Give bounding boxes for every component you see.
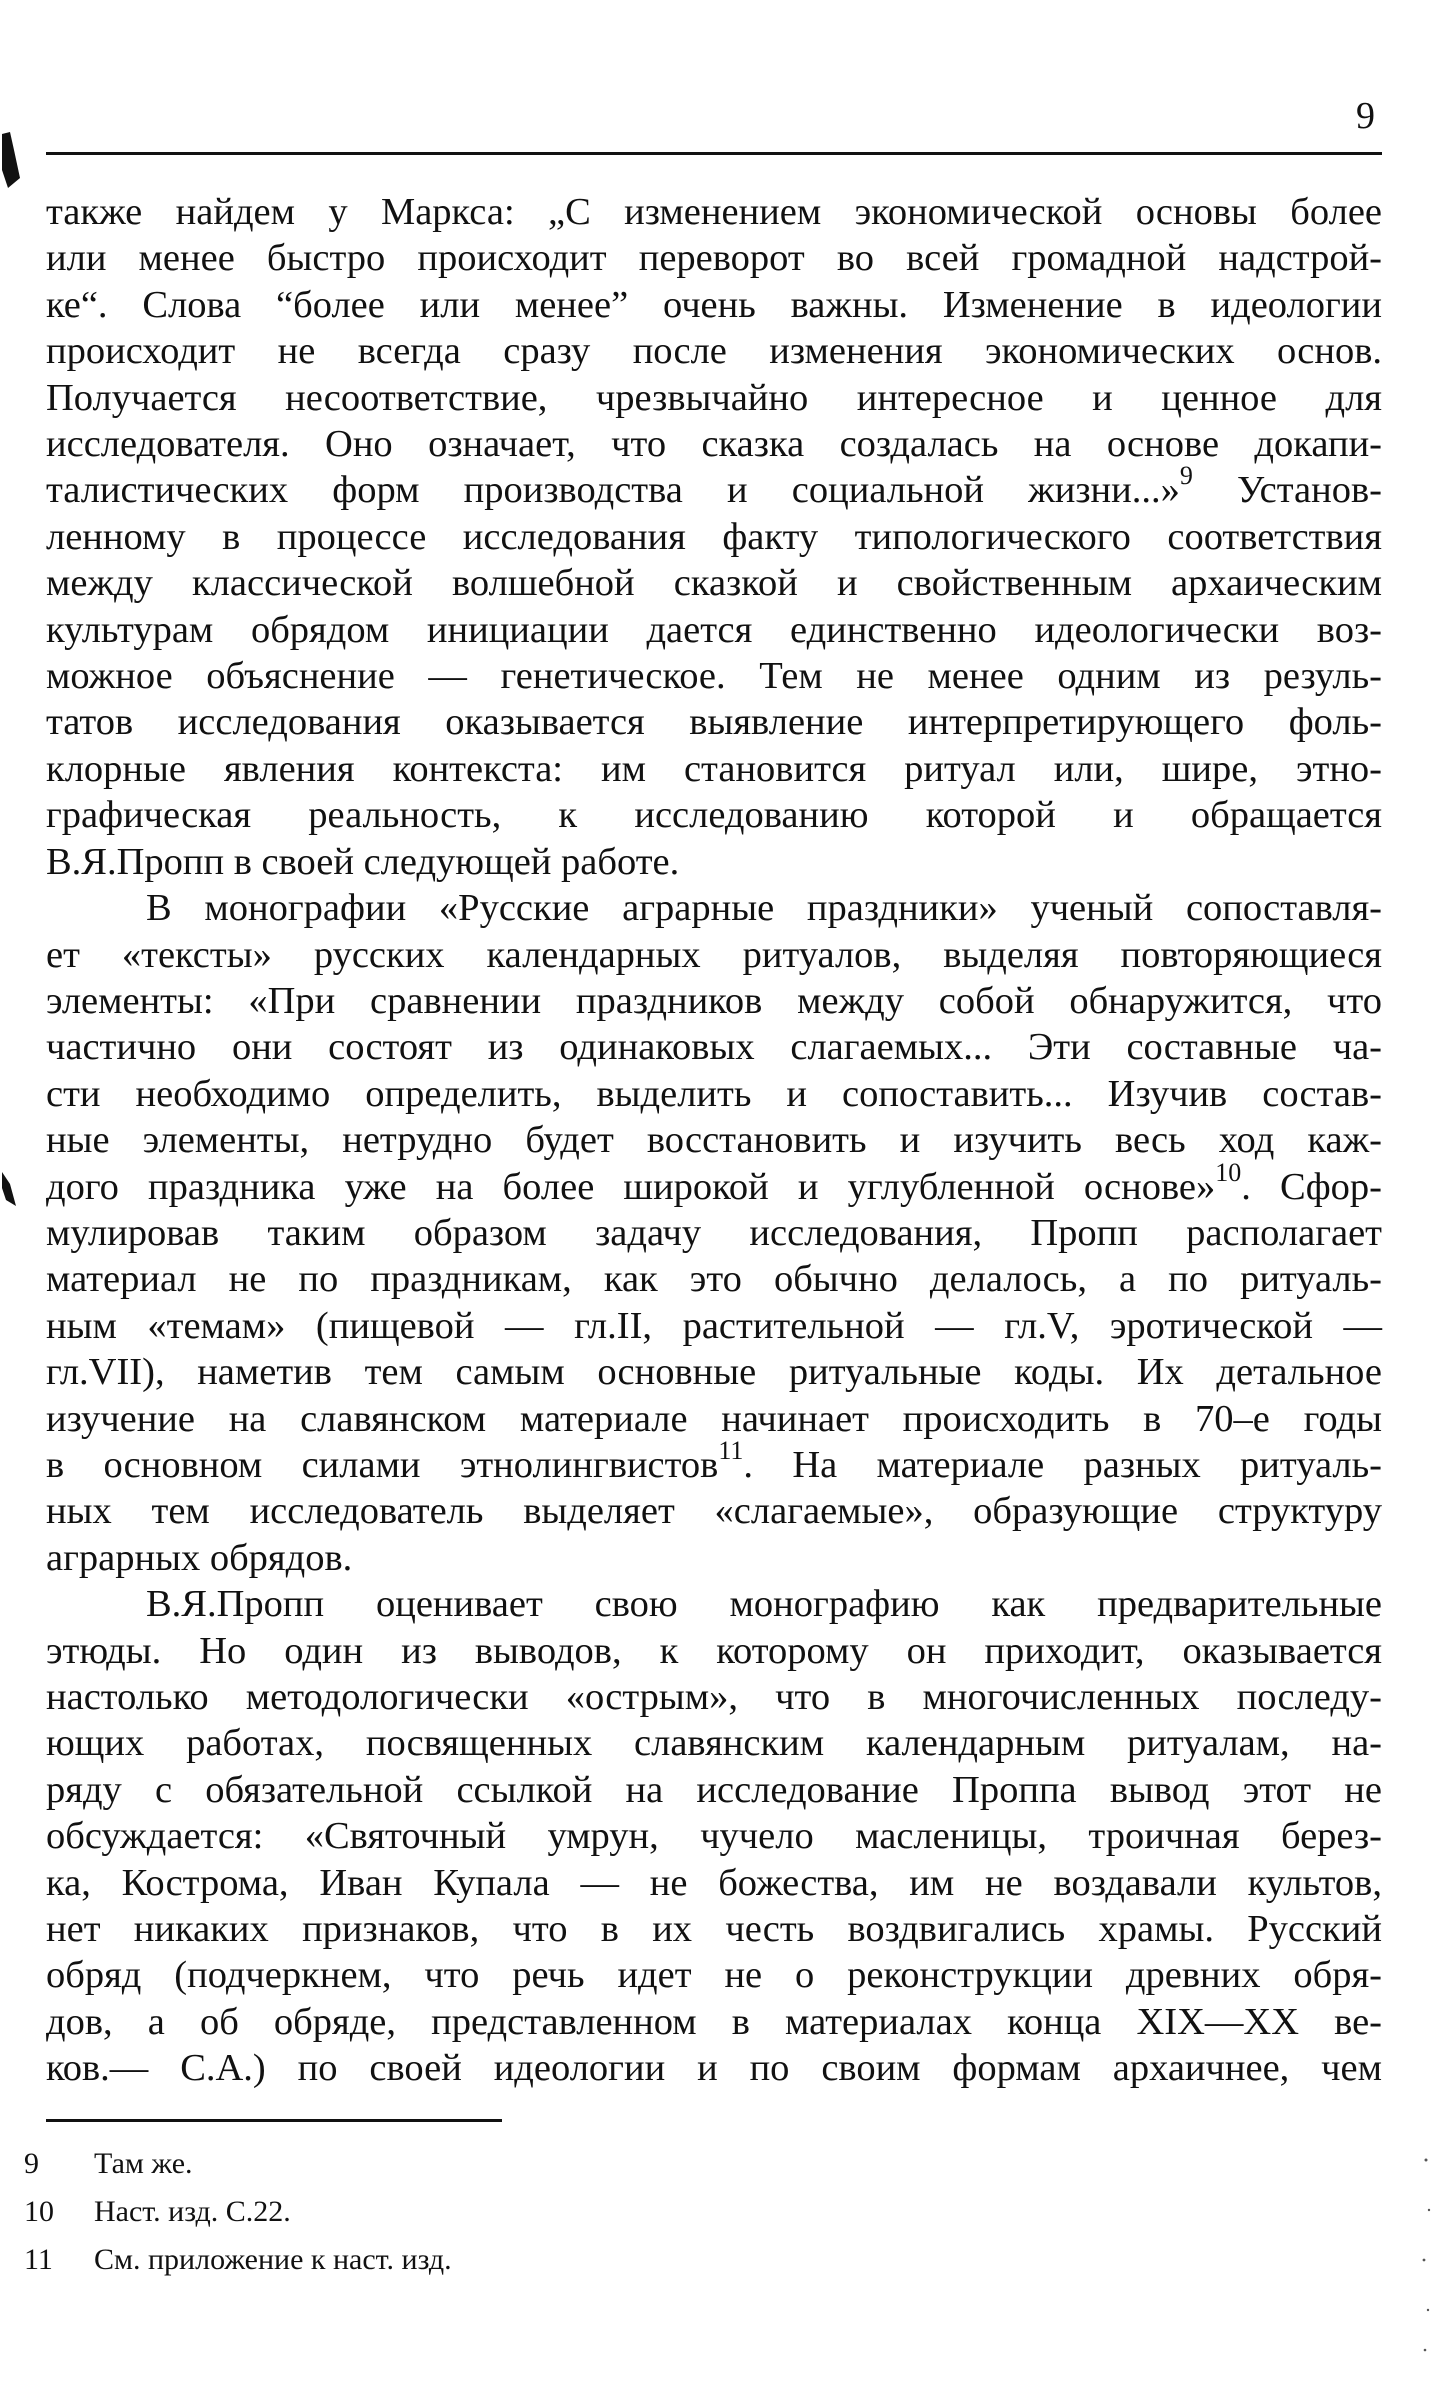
text-line: изучение на славянском материале начинает происходить в 70–е годы bbox=[46, 1397, 1382, 1440]
footnote-ref[interactable]: 11 bbox=[718, 1435, 744, 1465]
text-line: настолько методологически «острым», что в многочисленных последу- bbox=[46, 1676, 1382, 1718]
text-line: обсуждается: «Святочный умрун, чучело масленицы, троичная берез- bbox=[46, 1815, 1382, 1858]
footnote-number: 9 bbox=[24, 2147, 39, 2180]
paragraph bbox=[46, 189, 1382, 885]
text-line: между классической волшебной сказкой и свойственным архаическим bbox=[46, 562, 1382, 605]
text-line: ка, Кострома, Иван Купала — не божества, им не воздавали культов, bbox=[46, 1861, 1382, 1904]
footnote-ref[interactable]: 10 bbox=[1215, 1157, 1242, 1187]
text-line: также найдем у Маркса: „С изменением экономической основы более bbox=[46, 191, 1382, 233]
footnote-text: Наст. изд. С.22. bbox=[94, 2195, 291, 2228]
scan-mark bbox=[0, 130, 22, 190]
footnote-text: Там же. bbox=[94, 2147, 193, 2180]
text-line: частично они состоят из одинаковых слагаемых... Эти составные ча- bbox=[46, 1026, 1382, 1069]
text-line: ке“. Слова “более или менее” очень важны. Изменение в идеологии bbox=[46, 283, 1382, 326]
text-line: обряд (подчеркнем, что речь идет не о реконструкции древних обря- bbox=[46, 1954, 1382, 1997]
text-line: культурам обрядом инициации дается единственно идеологически воз- bbox=[46, 608, 1382, 651]
text-line: или менее быстро происходит переворот во всей громадной надстрой- bbox=[46, 237, 1382, 280]
text-line: материал не по праздникам, как это обычно делалось, а по ритуаль- bbox=[46, 1258, 1382, 1301]
text-line: ков.— С.А.) по своей идеологии и по своим формам архаичнее, чем bbox=[46, 2047, 1382, 2090]
text-line: клорные явления контекста: им становится ритуал или, шире, этно- bbox=[46, 747, 1382, 790]
text-line: В.Я.Пропп в своей следующей работе. bbox=[46, 840, 680, 883]
text-line: ряду с обязательной ссылкой на исследование Проппа вывод этот не bbox=[46, 1768, 1382, 1811]
scan-mark bbox=[0, 1170, 18, 1210]
paragraph bbox=[46, 1581, 1382, 2091]
footnote-ref[interactable]: 9 bbox=[1179, 461, 1193, 491]
text-line: в основном силами этнолингвистов$^{11}$. На материале разных ритуаль- bbox=[46, 1435, 1382, 1486]
footnote bbox=[24, 2188, 924, 2236]
text-line: мулировав таким образом задачу исследования, Пропп располагает bbox=[46, 1211, 1382, 1254]
text-line: гл.VII), наметив тем самым основные ритуальные коды. Их детальное bbox=[46, 1351, 1382, 1394]
page-number: 9 bbox=[1356, 95, 1375, 137]
text-line: исследователя. Оно означает, что сказка создалась на основе докапи- bbox=[46, 423, 1382, 466]
footnote bbox=[24, 2140, 924, 2188]
text-line: ные элементы, нетрудно будет восстановить и изучить весь ход каж- bbox=[46, 1119, 1382, 1162]
text-line: талистических форм производства и социальной жизни...»$^9$ Установ- bbox=[46, 461, 1382, 512]
text-line: нет никаких признаков, что в их честь воздвигались храмы. Русский bbox=[46, 1908, 1382, 1951]
text-line: этюды. Но один из выводов, к которому он приходит, оказывается bbox=[46, 1629, 1382, 1672]
text-line: Получается несоответствие, чрезвычайно интересное и ценное для bbox=[46, 376, 1382, 419]
text-line: графическая реальность, к исследованию которой и обращается bbox=[46, 794, 1382, 837]
footnote-number: 10 bbox=[24, 2195, 54, 2228]
text-line: можное объяснение — генетическое. Тем не менее одним из резуль- bbox=[46, 655, 1382, 698]
text-line: татов исследования оказывается выявление интерпретирующего фоль- bbox=[46, 701, 1382, 744]
text-line: аграрных обрядов. bbox=[46, 1536, 353, 1579]
footnote bbox=[24, 2236, 924, 2284]
text-line: ленному в процессе исследования факту типологического соответствия bbox=[46, 515, 1382, 558]
text-line: В.Я.Пропп оценивает свою монографию как предварительные bbox=[146, 1583, 1382, 1626]
text-line: элементы: «При сравнении праздников между собой обнаружится, что bbox=[46, 979, 1382, 1022]
footnote-rule bbox=[46, 2119, 502, 2122]
header-rule bbox=[46, 152, 1382, 155]
footnote-number: 11 bbox=[24, 2243, 53, 2276]
text-line: сти необходимо определить, выделить и сопоставить... Изучив состав- bbox=[46, 1072, 1382, 1115]
footnotes bbox=[24, 2140, 924, 2284]
body-text bbox=[46, 189, 1382, 2092]
text-line: ных тем исследователь выделяет «слагаемые», образующие структуру bbox=[46, 1490, 1382, 1533]
text-line: происходит не всегда сразу после изменения экономических основ. bbox=[46, 330, 1382, 373]
text-line: ным «темам» (пищевой — гл.II, растительной — гл.V, эротической — bbox=[46, 1304, 1382, 1347]
text-line: В монографии «Русские аграрные праздники» ученый сопоставля- bbox=[146, 887, 1382, 930]
text-line: дого праздника уже на более широкой и углубленной основе»$^{10}$. Сфор- bbox=[46, 1157, 1382, 1208]
text-line: ет «тексты» русских календарных ритуалов, выделяя повторяющиеся bbox=[46, 933, 1382, 976]
scan-noise bbox=[1420, 2150, 1434, 2360]
text-line: ющих работах, посвященных славянским календарным ритуалам, на- bbox=[46, 1722, 1382, 1765]
text-line: дов, а об обряде, представленном в материалах конца XIX—XX ве- bbox=[46, 2000, 1382, 2043]
paragraph bbox=[46, 885, 1382, 1581]
footnote-text: См. приложение к наст. изд. bbox=[94, 2243, 452, 2276]
